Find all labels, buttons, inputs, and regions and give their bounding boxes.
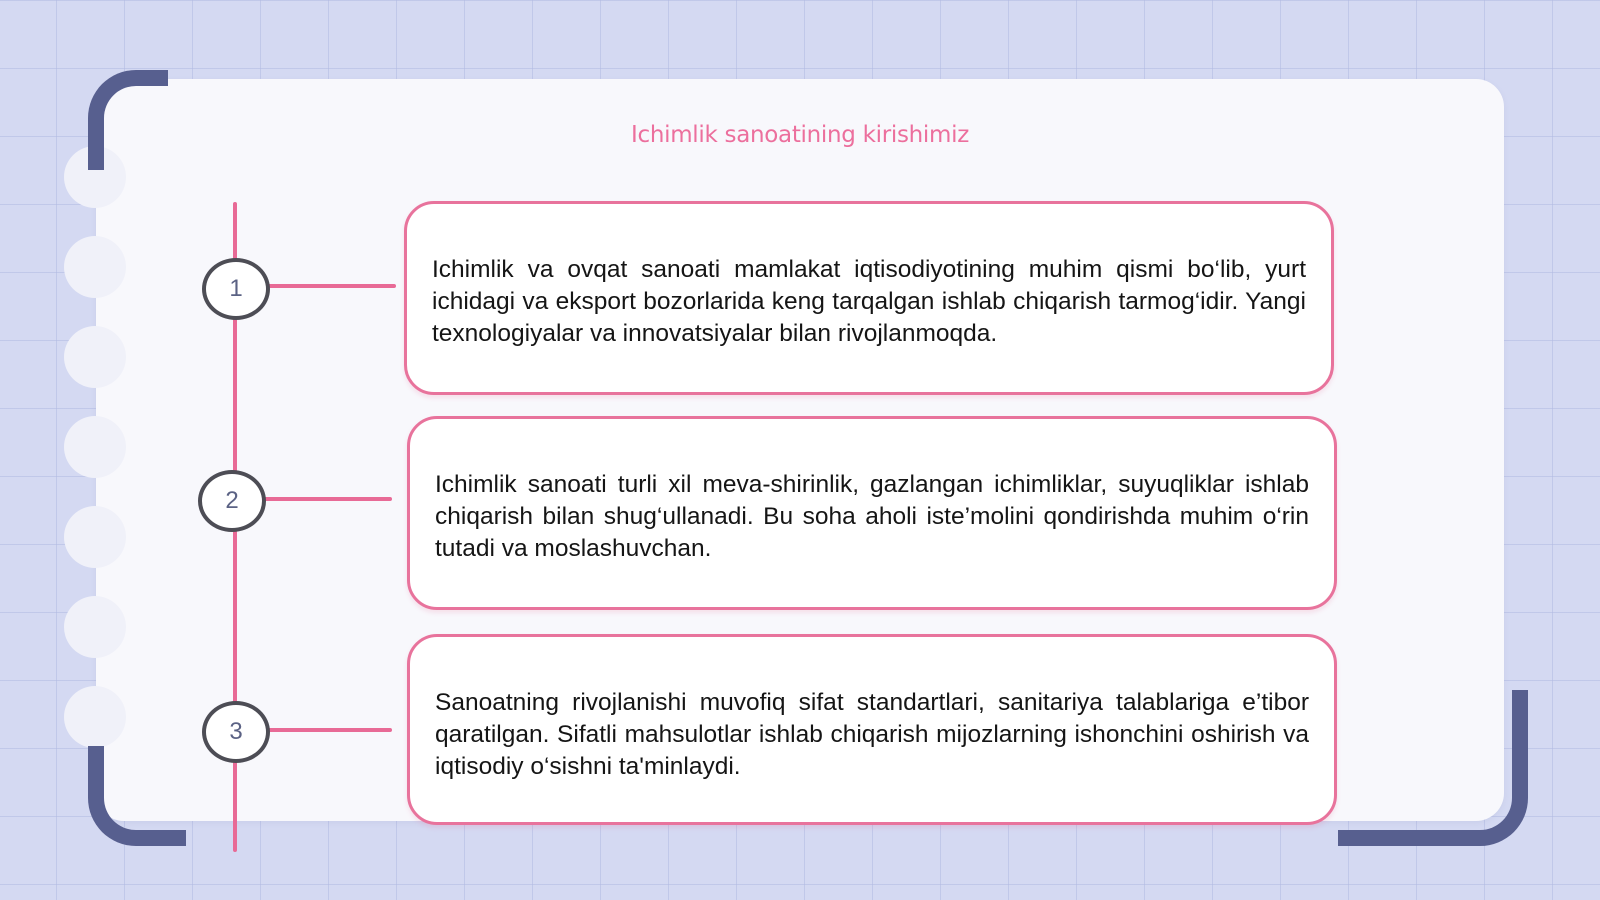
timeline-connector	[266, 728, 392, 732]
timeline-connector	[266, 284, 396, 288]
corner-bracket-bottom-left	[88, 746, 186, 846]
paper-notch	[64, 506, 126, 568]
info-card-text: Ichimlik sanoati turli xil meva-shirinlik, gazlangan ichimliklar, suyuqliklar ishlab chiqarish bilan shug‘ullanadi. Bu soha aholi iste’molini qondirishda muhim o‘rin tutadi va moslashuvchan.	[435, 471, 1309, 562]
paper-notch	[64, 236, 126, 298]
info-card-text: Sanoatning rivojlanishi muvofiq sifat standartlari, sanitariya talablariga e’tibor qaratilgan. Sifatli mahsulotlar ishlab chiqarish mijozlarning ishonchini oshirish va iqtisodiy o‘sishni ta'minlaydi.	[435, 689, 1309, 780]
step-number-badge: 3	[202, 701, 270, 763]
info-card	[407, 634, 1337, 825]
paper-notch	[64, 686, 126, 748]
slide-title: Ichimlik sanoatining kirishimiz	[631, 122, 969, 148]
paper-notch	[64, 326, 126, 388]
step-number-badge: 1	[202, 258, 270, 320]
corner-bracket-bottom-right	[1338, 690, 1528, 846]
info-card	[404, 201, 1334, 395]
corner-bracket-top-left	[88, 70, 168, 170]
paper-notch	[64, 596, 126, 658]
step-number-badge: 2	[198, 470, 266, 532]
paper-notch	[64, 416, 126, 478]
info-card-text: Ichimlik va ovqat sanoati mamlakat iqtisodiyotining muhim qismi bo‘lib, yurt ichidagi va eksport bozorlarida keng tarqalgan ishlab chiqarish tarmog‘idir. Yangi texnologiyalar va innovatsiyalar bilan rivojlanmoqda.	[432, 256, 1306, 347]
info-card	[407, 416, 1337, 610]
timeline-connector	[262, 497, 392, 501]
